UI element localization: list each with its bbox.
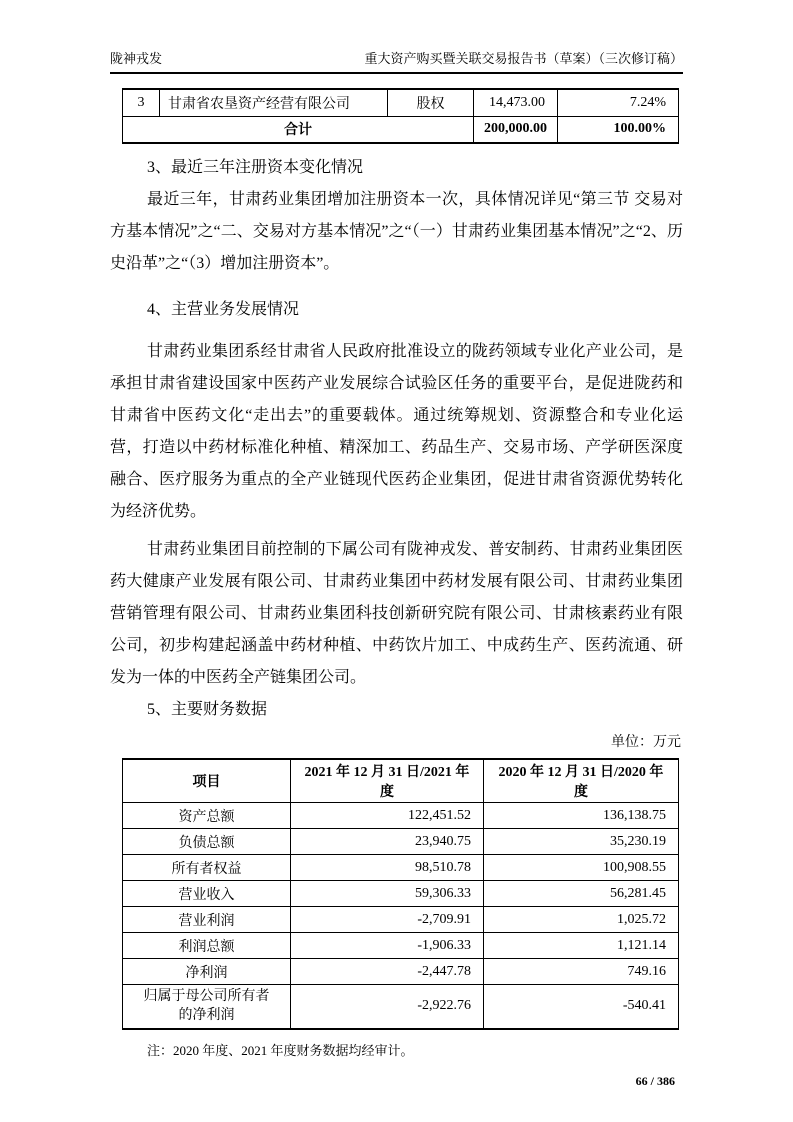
- cell-2020: 35,230.19: [484, 829, 679, 855]
- table-row: [123, 985, 679, 1029]
- cell-item: 营业利润: [123, 907, 291, 933]
- cell-total-label: 合计: [123, 116, 474, 143]
- cell-2020: 56,281.45: [484, 881, 679, 907]
- cell-company-name: 甘肃省农垦资产经营有限公司: [160, 89, 388, 116]
- table-row: [123, 907, 679, 933]
- cell-2020: 136,138.75: [484, 803, 679, 829]
- column-header-2020: 2020 年 12 月 31 日/2020 年度: [484, 759, 679, 803]
- cell-2021: 59,306.33: [291, 881, 484, 907]
- cell-item: 净利润: [123, 959, 291, 985]
- cell-2020: 749.16: [484, 959, 679, 985]
- cell-asset-type: 股权: [388, 89, 474, 116]
- cell-item: 营业收入: [123, 881, 291, 907]
- cell-item-label: 归属于母公司所有者的净利润: [143, 989, 270, 1024]
- cell-2021: 98,510.78: [291, 855, 484, 881]
- header-report-title: 重大资产购买暨关联交易报告书（草案）（三次修订稿）: [364, 51, 683, 66]
- table-total-row: [123, 116, 679, 143]
- header-company-name: 陇神戎发: [110, 51, 163, 66]
- cell-2021: -2,922.76: [291, 985, 484, 1029]
- asset-contribution-table: [122, 88, 679, 144]
- table-row: [123, 829, 679, 855]
- cell-2020: 100,908.55: [484, 855, 679, 881]
- section-4-paragraph-2: 甘肃药业集团目前控制的下属公司有陇神戎发、普安制药、甘肃药业集团医药大健康产业发展有限公司、甘肃药业集团中药材发展有限公司、甘肃药业集团营销管理有限公司、甘肃药业集团科技创新研究院有限公司、甘肃核素药业有限公司，初步构建起涵盖中药材种植、中药饮片加工、中成药生产、医药流通、研发为一体的中医药全产链集团公司。: [110, 541, 683, 686]
- cell-total-percent: 100.00%: [558, 116, 679, 143]
- cell-2021: 122,451.52: [291, 803, 484, 829]
- section-heading-3: 3、最近三年注册资本变化情况: [147, 159, 364, 176]
- cell-item: [123, 985, 291, 1029]
- page-content: [110, 0, 683, 1089]
- cell-percent: 7.24%: [558, 89, 679, 116]
- cell-item: 利润总额: [123, 933, 291, 959]
- cell-2021: 23,940.75: [291, 829, 484, 855]
- cell-2021: -1,906.33: [291, 933, 484, 959]
- table-row: [123, 89, 679, 116]
- cell-2021: -2,709.91: [291, 907, 484, 933]
- table-header-row: [123, 759, 679, 803]
- section-4-paragraph-1: 甘肃药业集团系经甘肃省人民政府批准设立的陇药领域专业化产业公司，是承担甘肃省建设国家中医药产业发展综合试验区任务的重要平台，是促进陇药和甘肃省中医药文化“走出去”的重要载体。通过统筹规划、资源整合和专业化运营，打造以中药材标准化种植、精深加工、药品生产、交易市场、产学研医深度融合、医疗服务为重点的全产业链现代医药企业集团，促进甘肃省资源优势转化为经济优势。: [110, 343, 683, 520]
- table-row: [123, 855, 679, 881]
- unit-label: 单位：万元: [611, 735, 681, 750]
- cell-amount: 14,473.00: [474, 89, 558, 116]
- table-row: [123, 803, 679, 829]
- section-3-paragraph: 最近三年，甘肃药业集团增加注册资本一次，具体情况详见“第三节 交易对方基本情况”之“二、交易对方基本情况”之“（一）甘肃药业集团基本情况”之“2、历史沿革”之“（3）增加注册资本”。: [110, 191, 683, 272]
- table-footnote: 注：2020 年度、2021 年度财务数据均经审计。: [147, 1042, 414, 1058]
- cell-2020: 1,121.14: [484, 933, 679, 959]
- financial-data-table: [122, 758, 679, 1030]
- cell-item: 负债总额: [123, 829, 291, 855]
- section-heading-4: 4、主营业务发展情况: [147, 301, 300, 318]
- cell-item: 资产总额: [123, 803, 291, 829]
- cell-total-amount: 200,000.00: [474, 116, 558, 143]
- cell-2021: -2,447.78: [291, 959, 484, 985]
- page-number: 66 / 386: [635, 1073, 675, 1088]
- table-row: [123, 881, 679, 907]
- running-header: [110, 0, 683, 74]
- column-header-item: 项目: [123, 759, 291, 803]
- table-row: [123, 959, 679, 985]
- table-row: [123, 933, 679, 959]
- cell-2020: 1,025.72: [484, 907, 679, 933]
- column-header-2021: 2021 年 12 月 31 日/2021 年度: [291, 759, 484, 803]
- cell-2020: -540.41: [484, 985, 679, 1029]
- cell-item: 所有者权益: [123, 855, 291, 881]
- section-heading-5: 5、主要财务数据: [147, 701, 268, 718]
- cell-row-number: 3: [123, 89, 160, 116]
